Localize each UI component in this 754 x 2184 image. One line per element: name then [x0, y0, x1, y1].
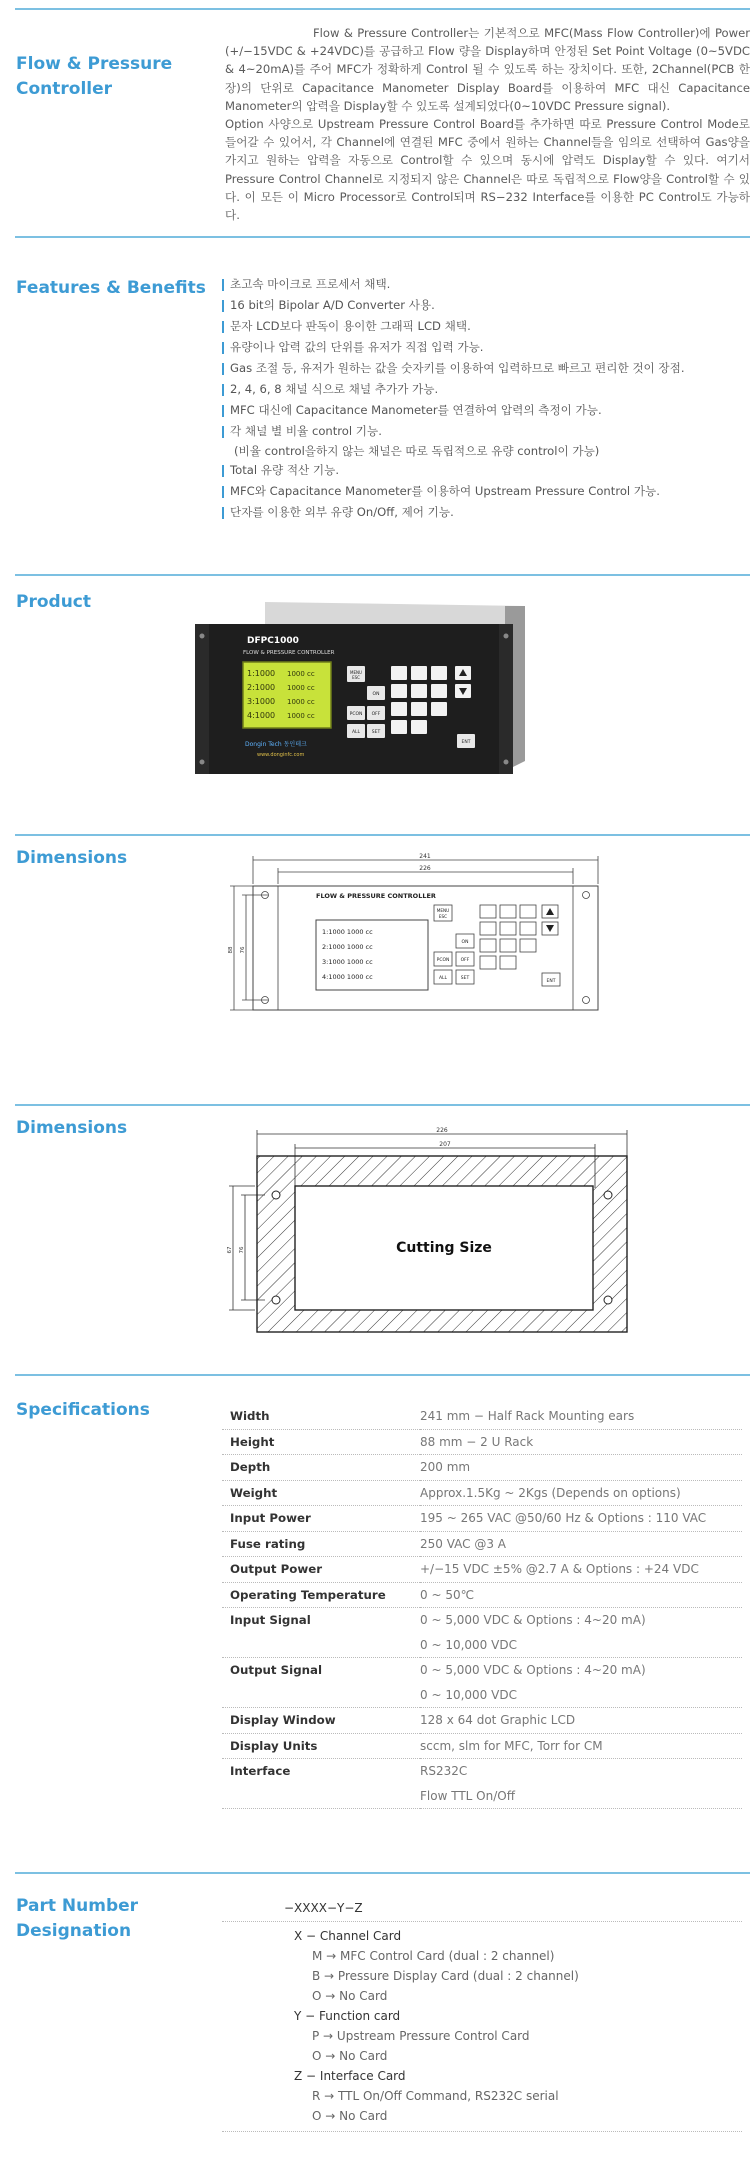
key-num	[500, 939, 516, 952]
bullet-bar	[222, 363, 224, 375]
lcd-suffix: 1000 cc	[287, 684, 315, 692]
spec-row	[222, 1531, 742, 1557]
spec-key: Display Window	[230, 1713, 336, 1727]
spec-row	[222, 1455, 742, 1481]
feature-text: 유량이나 압력 값의 단위를 유저가 직접 입력 가능.	[230, 340, 484, 354]
section-rule	[15, 1872, 750, 1874]
key-num	[391, 702, 407, 716]
part-number-groups	[222, 1926, 742, 2126]
feature-text: 초고속 마이크로 프로세서 채택.	[230, 277, 391, 291]
spec-value: sccm, slm for MFC, Torr for CM	[420, 1738, 603, 1753]
feature-item	[222, 460, 685, 481]
intro-text	[225, 24, 750, 224]
screw	[504, 760, 509, 765]
key-label: OFF	[460, 958, 470, 963]
bullet-bar	[222, 342, 224, 354]
feature-subtext: (비율 control을하지 않는 채널은 따로 독립적으로 유량 control이 가능)	[234, 444, 600, 458]
spec-key: Display Units	[230, 1738, 318, 1753]
key-num	[391, 720, 407, 734]
spec-row	[222, 1658, 742, 1708]
spec-row	[222, 1733, 742, 1759]
lcd-line: 4:1000	[247, 711, 276, 720]
product-model: DFPC1000	[247, 636, 299, 646]
spec-row	[222, 1608, 742, 1658]
spec-key: Weight	[230, 1485, 278, 1500]
spec-key: Depth	[230, 1460, 271, 1474]
spec-key: Operating Temperature	[230, 1587, 386, 1602]
key-label: OFF	[371, 712, 381, 717]
feature-item	[222, 400, 685, 421]
key-num	[500, 922, 516, 935]
key-num	[520, 922, 536, 935]
dimension-drawing-cutting	[225, 1120, 635, 1340]
product-subtitle: FLOW & PRESSURE CONTROLLER	[243, 650, 335, 656]
section-title-part-number	[16, 1894, 138, 1944]
part-number-code: −XXXX−Y−Z	[284, 1901, 363, 1915]
spec-value-line: 0 ~ 10,000 VDC	[420, 1637, 517, 1652]
section-title-specifications: Specifications	[16, 1400, 150, 1420]
spec-value: 0 ~ 50℃	[420, 1587, 475, 1602]
spec-row	[222, 1480, 742, 1506]
key-num	[431, 702, 447, 716]
screw	[504, 634, 509, 639]
spec-value	[420, 1658, 742, 1708]
spec-value-line: RS232C	[420, 1764, 468, 1778]
spec-value: +/−15 VDC ±5% @2.7 A & Options : +24 VDC	[420, 1562, 699, 1576]
bullet-bar	[222, 507, 224, 519]
key-num	[520, 939, 536, 952]
lcd-line: 2:1000 1000 cc	[322, 943, 373, 951]
spec-key: Fuse rating	[230, 1536, 306, 1551]
key-label: MENU	[436, 908, 450, 913]
mount-hole	[583, 997, 590, 1004]
key-num	[480, 956, 496, 969]
key-num	[391, 684, 407, 698]
group-item: O → No Card	[312, 1989, 388, 2003]
cutting-size-label: Cutting Size	[396, 1240, 492, 1256]
spec-value-line: 0 ~ 5,000 VDC & Options : 4~20 mA)	[420, 1663, 646, 1677]
dim-label-width-outer: 241	[419, 853, 431, 860]
spec-row	[222, 1429, 742, 1455]
spec-key: Input Power	[230, 1511, 311, 1525]
key-label: ESC	[352, 675, 360, 680]
bullet-bar	[222, 465, 224, 477]
spec-value: 250 VAC @3 A	[420, 1536, 507, 1551]
spec-row	[222, 1557, 742, 1583]
features-list	[222, 274, 685, 523]
key-label: ON	[372, 692, 380, 697]
section-title-product: Product	[16, 592, 91, 612]
bullet-bar	[222, 486, 224, 498]
part-number-block	[222, 1898, 742, 1918]
section-title-line: Part Number	[16, 1896, 139, 1916]
section-title-line: Controller	[16, 79, 113, 99]
feature-text: MFC와 Capacitance Manometer를 이용하여 Upstream Pressure Control 가능.	[230, 484, 660, 498]
section-title-controller	[16, 52, 172, 102]
rack-ear-left	[195, 624, 209, 774]
key-label: ON	[461, 940, 469, 945]
mount-hole	[272, 1191, 280, 1199]
feature-text: 2, 4, 6, 8 채널 식으로 채널 추가가 가능.	[230, 382, 439, 396]
lcd-line: 1:1000	[247, 669, 276, 678]
section-rule	[15, 236, 750, 238]
key-num	[480, 905, 496, 918]
intro-paragraph-2: Option 사양으로 Upstream Pressure Control Board를 추가하면 따로 Pressure Control Mode로 들어갈 수 있어서, 각 Channel에 연결된 MFC 중에서 원하는 Channel들을 임의로 선택하여 Gas양을 가지고 원하는 압력을 자동으로 Control할 수 있으며 동시에 압력도 Display할 수 있다. 여기서 Pressure Control Channel로 지정되지 않은 Channel은 따로 독립적으로 Flow양을 Control할 수 있다. 이 모든 이 Micro Processor로 Control되며 RS−232 Interface를 이용한 PC Control도 가능하다.	[225, 117, 750, 223]
feature-text: 각 채널 별 비율 control 기능.	[230, 424, 382, 438]
section-rule	[15, 1374, 750, 1376]
dim-label-width-inner: 207	[439, 1141, 451, 1148]
bullet-bar	[222, 321, 224, 333]
brand-logo: Dongin Tech 동인테크	[245, 741, 307, 748]
spec-key: Output Power	[230, 1562, 323, 1576]
panel-outline	[253, 886, 598, 1010]
key-label: ENT	[546, 979, 556, 984]
spec-row	[222, 1708, 742, 1734]
dimension-drawing-front	[228, 850, 608, 1030]
feature-text: 문자 LCD보다 판독이 용이한 그래픽 LCD 채택.	[230, 319, 471, 333]
group-item: R → TTL On/Off Command, RS232C serial	[312, 2089, 559, 2103]
dim-label-height-outer: 88	[228, 946, 234, 954]
bullet-bar	[222, 426, 224, 438]
lcd-line: 1:1000 1000 cc	[322, 928, 373, 936]
lcd-suffix: 1000 cc	[287, 698, 315, 706]
feature-item	[222, 481, 685, 502]
panel-title: FLOW & PRESSURE CONTROLLER	[316, 892, 436, 900]
lcd-line: 3:1000	[247, 697, 276, 706]
spec-key: Width	[230, 1409, 270, 1423]
arrow-down-icon	[546, 925, 554, 932]
section-title-line: Designation	[16, 1921, 132, 1941]
feature-text: Gas 조절 등, 유저가 원하는 값을 숫자키를 이용하여 입력하므로 빠르고 편리한 것이 장점.	[230, 361, 685, 375]
key-label: PCON	[349, 712, 363, 717]
section-title-dimensions-1: Dimensions	[16, 848, 128, 868]
dim-label-height-inner: 76	[240, 946, 246, 954]
group-item: M → MFC Control Card (dual : 2 channel)	[312, 1949, 555, 1963]
spec-row	[222, 1506, 742, 1532]
feature-text: 16 bit의 Bipolar A/D Converter 사용.	[230, 298, 435, 312]
product-image	[195, 596, 530, 786]
divider	[222, 2131, 742, 2132]
section-rule	[15, 574, 750, 576]
feature-item	[222, 295, 685, 316]
key-label: SET	[460, 976, 470, 981]
key-num	[500, 905, 516, 918]
spec-row	[222, 1582, 742, 1608]
feature-item	[222, 274, 685, 295]
feature-item	[222, 316, 685, 337]
spec-value: 88 mm − 2 U Rack	[420, 1434, 534, 1449]
screw	[200, 634, 205, 639]
spec-value	[420, 1759, 742, 1809]
key-label: ALL	[438, 976, 448, 981]
feature-item	[222, 337, 685, 358]
bullet-bar	[222, 405, 224, 417]
dim-label-width-outer: 226	[436, 1127, 448, 1134]
mount-hole	[272, 1296, 280, 1304]
key-num	[480, 922, 496, 935]
spec-value	[420, 1608, 742, 1658]
spec-value: 128 x 64 dot Graphic LCD	[420, 1713, 576, 1727]
spec-row	[222, 1759, 742, 1809]
key-label: ENT	[461, 740, 471, 745]
intro-paragraph-1: Flow & Pressure Controller는 기본적으로 MFC(Mass Flow Controller)에 Power (+/−15VDC & +24VDC)를 공급하고 Flow 량을 Display하며 안정된 Set Point Voltage (0~5VDC & 4~20mA)를 주어 MFC가 정확하게 Control 될 수 있도록 하는 장치이다. 또한, 2Channel(PCB 한 장)의 단위로 Capacitance Manometer Display Board를 이용하여 MFC 대신 Capacitance Manometer의 압력을 Display할 수 있도록 설계되었다(0~10VDC Pressure signal).	[225, 26, 750, 113]
dim-label-height-inner: 76	[239, 1246, 245, 1254]
section-title-line: Flow & Pressure	[16, 54, 173, 74]
group-head: Y − Function card	[294, 2009, 401, 2023]
bullet-bar	[222, 384, 224, 396]
lcd-line: 3:1000 1000 cc	[322, 958, 373, 966]
key-num	[480, 939, 496, 952]
spec-value: Approx.1.5Kg ~ 2Kgs (Depends on options)	[420, 1485, 681, 1500]
group-head: X − Channel Card	[294, 1929, 402, 1943]
spec-key: Output Signal	[230, 1663, 323, 1677]
spec-value-line: Flow TTL On/Off	[420, 1788, 515, 1803]
group-item: P → Upstream Pressure Control Card	[312, 2029, 530, 2043]
key-num	[411, 684, 427, 698]
mount-hole	[604, 1191, 612, 1199]
spec-value-line: 0 ~ 10,000 VDC	[420, 1687, 517, 1702]
group-item: O → No Card	[312, 2049, 388, 2063]
bullet-bar	[222, 300, 224, 312]
feature-item	[222, 421, 685, 460]
key-num	[431, 666, 447, 680]
feature-item	[222, 379, 685, 400]
brand-website: www.donginfc.com	[257, 752, 305, 758]
section-rule	[15, 8, 750, 10]
dim-label-width-inner: 226	[419, 865, 431, 872]
group-item: B → Pressure Display Card (dual : 2 channel)	[312, 1969, 579, 1983]
key-num	[431, 684, 447, 698]
section-rule	[15, 1104, 750, 1106]
feature-text: 단자를 이용한 외부 유량 On/Off, 제어 기능.	[230, 505, 454, 519]
spec-value: 200 mm	[420, 1460, 471, 1474]
screw	[200, 760, 205, 765]
section-title-features: Features & Benefits	[16, 278, 206, 298]
key-label: ESC	[438, 914, 448, 919]
dim-label-height-outer: 67	[227, 1246, 233, 1254]
lcd-suffix: 1000 cc	[287, 670, 315, 678]
section-rule	[15, 834, 750, 836]
feature-text: Total 유량 적산 기능.	[230, 463, 340, 477]
mount-hole	[583, 892, 590, 899]
key-label: PCON	[436, 958, 450, 963]
key-label: MENU	[350, 670, 362, 675]
key-num	[411, 666, 427, 680]
feature-item	[222, 502, 685, 523]
feature-item	[222, 358, 685, 379]
arrow-up-icon	[546, 908, 554, 915]
key-num	[500, 956, 516, 969]
group-item: O → No Card	[312, 2109, 388, 2123]
group-head: Z − Interface Card	[294, 2069, 406, 2083]
spec-value: 241 mm − Half Rack Mounting ears	[420, 1409, 635, 1423]
key-label: SET	[371, 730, 381, 735]
mount-hole	[604, 1296, 612, 1304]
rack-ear-right	[499, 624, 513, 774]
divider	[222, 1921, 742, 1922]
key-num	[520, 905, 536, 918]
key-num	[391, 666, 407, 680]
lcd-suffix: 1000 cc	[287, 712, 315, 720]
spec-key: Interface	[230, 1764, 291, 1778]
feature-text: MFC 대신에 Capacitance Manometer를 연결하여 압력의 측정이 가능.	[230, 403, 602, 417]
spec-table	[222, 1404, 742, 1809]
spec-value-line: 0 ~ 5,000 VDC & Options : 4~20 mA)	[420, 1613, 646, 1627]
spec-value: 195 ~ 265 VAC @50/60 Hz & Options : 110 VAC	[420, 1511, 707, 1525]
spec-key: Input Signal	[230, 1613, 311, 1627]
key-num	[411, 702, 427, 716]
lcd-line: 2:1000	[247, 683, 276, 692]
bullet-bar	[222, 279, 224, 291]
key-num	[411, 720, 427, 734]
key-label: ALL	[351, 730, 361, 735]
section-title-dimensions-2: Dimensions	[16, 1118, 128, 1138]
spec-key: Height	[230, 1434, 275, 1449]
spec-row	[222, 1404, 742, 1429]
lcd-line: 4:1000 1000 cc	[322, 973, 373, 981]
